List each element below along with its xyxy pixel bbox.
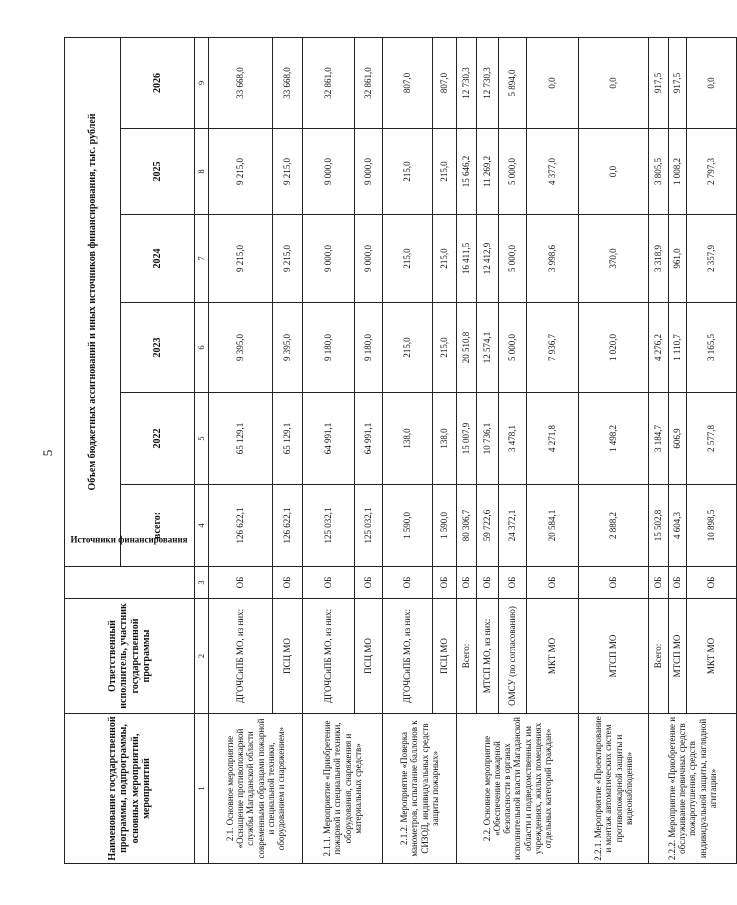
year-value-cell: 0,0 bbox=[527, 37, 579, 128]
total-value-cell: 15 502,8 bbox=[649, 485, 669, 567]
year-value-cell: 9 395,0 bbox=[273, 303, 303, 393]
year-value-cell: 370,0 bbox=[579, 215, 649, 303]
col-num: 7 bbox=[195, 215, 209, 303]
col-num: 3 bbox=[195, 567, 209, 599]
page-number: 5 bbox=[40, 449, 55, 457]
executor-cell: МКТ МО bbox=[527, 599, 579, 714]
year-value-cell: 215,0 bbox=[383, 129, 433, 215]
source-cell: ОБ bbox=[209, 567, 273, 599]
year-value-cell: 5 000,0 bbox=[499, 303, 527, 393]
total-value-cell: 126 622,1 bbox=[209, 485, 273, 567]
executor-cell: ОМСУ (по согласованию) bbox=[499, 599, 527, 714]
year-value-cell: 33 668,0 bbox=[273, 37, 303, 128]
activity-name: 2.1.2. Мероприятие «Поверка манометров, испытание баллонов к СИЗОД, индивидуальных средств защиты пожарных» bbox=[383, 714, 457, 864]
total-value-cell: 125 032,1 bbox=[303, 485, 355, 567]
year-value-cell: 64 991,1 bbox=[303, 393, 355, 485]
year-value-cell: 807,0 bbox=[433, 37, 457, 128]
year-value-cell: 3 998,6 bbox=[527, 215, 579, 303]
header-executor: Ответственный исполнитель, участник государственной программы bbox=[65, 599, 195, 714]
source-cell: ОБ bbox=[499, 567, 527, 599]
executor-cell: МКТ МО bbox=[687, 599, 737, 714]
year-value-cell: 32 861,0 bbox=[303, 37, 355, 128]
activity-name: 2.2. Основное мероприятие «Обеспечение пожарной безопасности в органах исполнительной власти Магаданской области и подведомственных им учреждениях, жилых помещениях отдельных категорий граждан» bbox=[457, 714, 579, 864]
year-value-cell: 5 000,0 bbox=[499, 215, 527, 303]
executor-cell: ПСЦ МО bbox=[433, 599, 457, 714]
total-value-cell: 20 584,1 bbox=[527, 485, 579, 567]
year-value-cell: 1 020,0 bbox=[579, 303, 649, 393]
year-value-cell: 215,0 bbox=[433, 129, 457, 215]
source-cell: ОБ bbox=[303, 567, 355, 599]
header-year-2022: 2022 bbox=[121, 393, 195, 485]
source-cell: ОБ bbox=[649, 567, 669, 599]
total-value-cell: 80 306,7 bbox=[457, 485, 477, 567]
year-value-cell: 3 805,5 bbox=[649, 129, 669, 215]
table-row bbox=[579, 37, 649, 863]
source-cell: ОБ bbox=[433, 567, 457, 599]
source-cell: ОБ bbox=[273, 567, 303, 599]
year-value-cell: 3 184,7 bbox=[649, 393, 669, 485]
year-value-cell: 20 510,8 bbox=[457, 303, 477, 393]
year-value-cell: 2 357,9 bbox=[687, 215, 737, 303]
executor-cell: ДГОЧСиПБ МО, из них: bbox=[209, 599, 273, 714]
year-value-cell: 9 000,0 bbox=[355, 129, 383, 215]
table-row bbox=[209, 37, 273, 863]
activity-name: 2.1.1. Мероприятие «Приобретение пожарной и специальной техники, оборудования, снаряжения и материальных средств» bbox=[303, 714, 383, 864]
header-year-2026: 2026 bbox=[121, 37, 195, 128]
year-value-cell: 215,0 bbox=[433, 215, 457, 303]
year-value-cell: 33 668,0 bbox=[209, 37, 273, 128]
activity-name: 2.2.1. Мероприятие «Проектирование и монтаж автоматических систем противопожарной защиты и видеонаблюдения» bbox=[579, 714, 649, 864]
col-num: 9 bbox=[195, 37, 209, 128]
executor-cell: Всего: bbox=[649, 599, 669, 714]
executor-cell: ДГОЧСиПБ МО, из них: bbox=[303, 599, 355, 714]
executor-cell: ДГОЧСиПБ МО, из них: bbox=[383, 599, 433, 714]
source-cell: ОБ bbox=[669, 567, 687, 599]
year-value-cell: 12 730,3 bbox=[457, 37, 477, 128]
header-year-2023: 2023 bbox=[121, 303, 195, 393]
total-value-cell: 10 898,5 bbox=[687, 485, 737, 567]
year-value-cell: 917,5 bbox=[649, 37, 669, 128]
year-value-cell: 9 215,0 bbox=[273, 215, 303, 303]
header-source: Источники финансирования bbox=[65, 567, 195, 599]
year-value-cell: 3 478,1 bbox=[499, 393, 527, 485]
year-value-cell: 7 936,7 bbox=[527, 303, 579, 393]
year-value-cell: 12 412,9 bbox=[477, 215, 499, 303]
col-num: 6 bbox=[195, 303, 209, 393]
year-value-cell: 9 395,0 bbox=[209, 303, 273, 393]
year-value-cell: 12 730,3 bbox=[477, 37, 499, 128]
year-value-cell: 917,5 bbox=[669, 37, 687, 128]
col-num: 8 bbox=[195, 129, 209, 215]
header-year-2025: 2025 bbox=[121, 129, 195, 215]
header-volume: Объем бюджетных ассигнований и иных источников финансирования, тыс. рублей bbox=[65, 37, 121, 566]
table-row bbox=[649, 37, 669, 863]
activity-name: 2.1. Основное мероприятие «Оснащение противопожарной службы Магаданской области современными образцами пожарной и специальной техники, оборудованием и снаряжением» bbox=[209, 714, 303, 864]
year-value-cell: 32 861,0 bbox=[355, 37, 383, 128]
header-name: Наименование государственной программы, подпрограммы, основных мероприятий, мероприятий bbox=[65, 714, 195, 864]
year-value-cell: 9 215,0 bbox=[209, 215, 273, 303]
source-cell: ОБ bbox=[527, 567, 579, 599]
source-cell: ОБ bbox=[355, 567, 383, 599]
col-num: 5 bbox=[195, 393, 209, 485]
year-value-cell: 9 000,0 bbox=[303, 215, 355, 303]
year-value-cell: 9 000,0 bbox=[303, 129, 355, 215]
col-num: 2 bbox=[195, 599, 209, 714]
executor-cell: МТСП МО, из них: bbox=[477, 599, 499, 714]
total-value-cell: 125 032,1 bbox=[355, 485, 383, 567]
year-value-cell: 65 129,1 bbox=[273, 393, 303, 485]
table-row bbox=[303, 37, 355, 863]
year-value-cell: 2 577,8 bbox=[687, 393, 737, 485]
table-body bbox=[209, 37, 737, 863]
total-value-cell: 24 372,1 bbox=[499, 485, 527, 567]
col-num: 4 bbox=[195, 485, 209, 567]
year-value-cell: 4 377,0 bbox=[527, 129, 579, 215]
year-value-cell: 65 129,1 bbox=[209, 393, 273, 485]
executor-cell: МТСП МО bbox=[579, 599, 649, 714]
year-value-cell: 1 008,2 bbox=[669, 129, 687, 215]
source-cell: ОБ bbox=[477, 567, 499, 599]
year-value-cell: 10 736,1 bbox=[477, 393, 499, 485]
year-value-cell: 961,0 bbox=[669, 215, 687, 303]
year-value-cell: 9 180,0 bbox=[303, 303, 355, 393]
year-value-cell: 4 271,8 bbox=[527, 393, 579, 485]
col-num: 1 bbox=[195, 714, 209, 864]
year-value-cell: 807,0 bbox=[383, 37, 433, 128]
year-value-cell: 9 215,0 bbox=[273, 129, 303, 215]
table-row bbox=[383, 37, 433, 863]
year-value-cell: 9 215,0 bbox=[209, 129, 273, 215]
year-value-cell: 1 110,7 bbox=[669, 303, 687, 393]
year-value-cell: 2 797,3 bbox=[687, 129, 737, 215]
source-cell: ОБ bbox=[457, 567, 477, 599]
year-value-cell: 12 574,1 bbox=[477, 303, 499, 393]
year-value-cell: 215,0 bbox=[383, 303, 433, 393]
column-numbers-row bbox=[195, 37, 209, 863]
executor-cell: ПСЦ МО bbox=[273, 599, 303, 714]
year-value-cell: 0,0 bbox=[579, 129, 649, 215]
year-value-cell: 4 276,2 bbox=[649, 303, 669, 393]
table-row bbox=[457, 37, 477, 863]
year-value-cell: 1 498,2 bbox=[579, 393, 649, 485]
year-value-cell: 15 646,2 bbox=[457, 129, 477, 215]
source-cell: ОБ bbox=[687, 567, 737, 599]
total-value-cell: 4 604,3 bbox=[669, 485, 687, 567]
year-value-cell: 138,0 bbox=[383, 393, 433, 485]
total-value-cell: 126 622,1 bbox=[273, 485, 303, 567]
year-value-cell: 5 894,0 bbox=[499, 37, 527, 128]
total-value-cell: 59 722,6 bbox=[477, 485, 499, 567]
year-value-cell: 606,9 bbox=[669, 393, 687, 485]
header-total: всего: bbox=[121, 485, 195, 567]
executor-cell: Всего: bbox=[457, 599, 477, 714]
financing-table bbox=[64, 37, 737, 864]
source-cell: ОБ bbox=[579, 567, 649, 599]
source-cell: ОБ bbox=[383, 567, 433, 599]
year-value-cell: 9 180,0 bbox=[355, 303, 383, 393]
year-value-cell: 64 991,1 bbox=[355, 393, 383, 485]
total-value-cell: 1 590,0 bbox=[433, 485, 457, 567]
year-value-cell: 215,0 bbox=[383, 215, 433, 303]
year-value-cell: 16 411,5 bbox=[457, 215, 477, 303]
year-value-cell: 3 165,5 bbox=[687, 303, 737, 393]
year-value-cell: 3 318,9 bbox=[649, 215, 669, 303]
total-value-cell: 2 888,2 bbox=[579, 485, 649, 567]
year-value-cell: 0,0 bbox=[687, 37, 737, 128]
year-value-cell: 215,0 bbox=[433, 303, 457, 393]
executor-cell: МТСП МО bbox=[669, 599, 687, 714]
year-value-cell: 15 007,9 bbox=[457, 393, 477, 485]
header-year-2024: 2024 bbox=[121, 215, 195, 303]
activity-name: 2.2.2. Мероприятие «Приобретение и обслуживание первичных средств пожаротушения, средств индивидуальной защиты, наглядной агитации» bbox=[649, 714, 737, 864]
year-value-cell: 0,0 bbox=[579, 37, 649, 128]
year-value-cell: 11 269,2 bbox=[477, 129, 499, 215]
year-value-cell: 138,0 bbox=[433, 393, 457, 485]
year-value-cell: 9 000,0 bbox=[355, 215, 383, 303]
year-value-cell: 5 000,0 bbox=[499, 129, 527, 215]
total-value-cell: 1 590,0 bbox=[383, 485, 433, 567]
executor-cell: ПСЦ МО bbox=[355, 599, 383, 714]
